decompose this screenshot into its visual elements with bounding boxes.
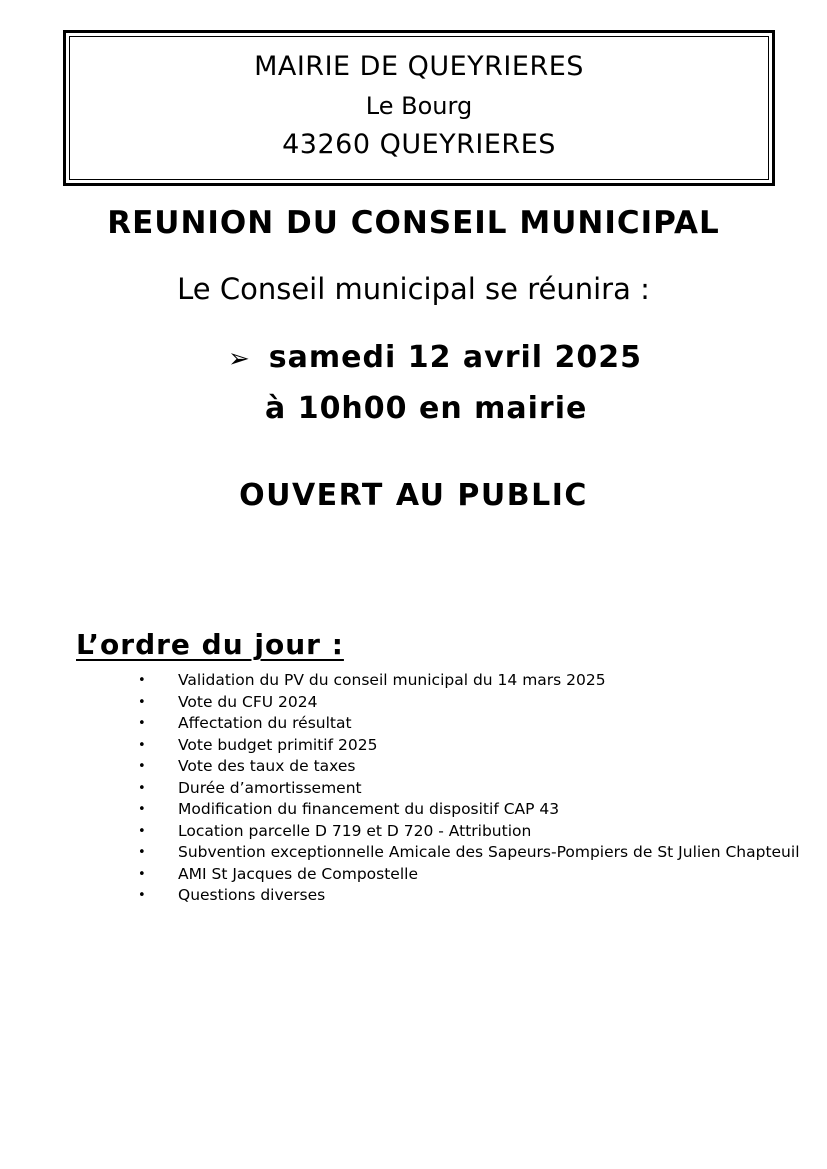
bullet-icon: • (138, 845, 146, 860)
letterhead-box (63, 30, 775, 186)
list-item (138, 756, 800, 778)
agenda-heading: L’ordre du jour : (76, 628, 344, 661)
agenda-item-text: Questions diverses (178, 886, 326, 904)
list-item (138, 885, 800, 907)
bullet-icon: • (138, 780, 146, 796)
bullet-icon: • (138, 694, 146, 710)
bullet-icon: • (138, 823, 146, 839)
list-item (138, 821, 800, 843)
list-item (138, 842, 800, 864)
agenda-item-text: Location parcelle D 719 et D 720 - Attribution (178, 821, 532, 840)
bullet-icon: • (138, 888, 146, 903)
letterhead-postal-city: 43260 QUEYRIERES (282, 129, 556, 160)
meeting-date-line (228, 340, 642, 375)
list-item (138, 692, 800, 714)
agenda-item-text: Subvention exceptionnelle Amicale des Sapeurs-Pompiers de St Julien Chapteuil (178, 843, 800, 861)
agenda-item-text: Vote du CFU 2024 (178, 692, 318, 711)
bullet-icon: • (138, 737, 146, 753)
meeting-date-block (228, 340, 642, 426)
bullet-icon: • (138, 759, 146, 774)
letterhead-address-line: Le Bourg (365, 92, 473, 120)
agenda-item-text: Affectation du résultat (178, 714, 352, 732)
agenda-item-text: Vote des taux de taxes (178, 757, 356, 775)
arrow-bullet-icon: ➢ (228, 344, 251, 374)
bullet-icon: • (138, 866, 146, 882)
list-item (138, 735, 800, 757)
list-item (138, 799, 800, 821)
agenda-list (138, 670, 800, 907)
bullet-icon: • (138, 673, 146, 688)
document-subtitle: Le Conseil municipal se réunira : (177, 272, 650, 306)
public-notice: OUVERT AU PUBLIC (239, 478, 588, 513)
list-item (138, 713, 800, 735)
letterhead-org-name: MAIRIE DE QUEYRIERES (254, 51, 584, 82)
agenda-item-text: Validation du PV du conseil municipal du 14 mars 2025 (178, 671, 606, 689)
agenda-item-text: Modification du financement du dispositif CAP 43 (178, 800, 560, 818)
letterhead-inner-border (69, 36, 769, 180)
meeting-time-place-text: à 10h00 en mairie (265, 391, 588, 426)
bullet-icon: • (138, 802, 146, 817)
list-item (138, 778, 800, 800)
list-item (138, 864, 800, 886)
meeting-date-text: samedi 12 avril 2025 (268, 340, 642, 375)
list-item (138, 670, 800, 692)
agenda-item-text: AMI St Jacques de Compostelle (178, 864, 418, 883)
agenda-item-text: Vote budget primitif 2025 (178, 735, 378, 754)
document-title: REUNION DU CONSEIL MUNICIPAL (107, 205, 720, 241)
bullet-icon: • (138, 716, 146, 731)
agenda-item-text: Durée d’amortissement (178, 778, 362, 797)
